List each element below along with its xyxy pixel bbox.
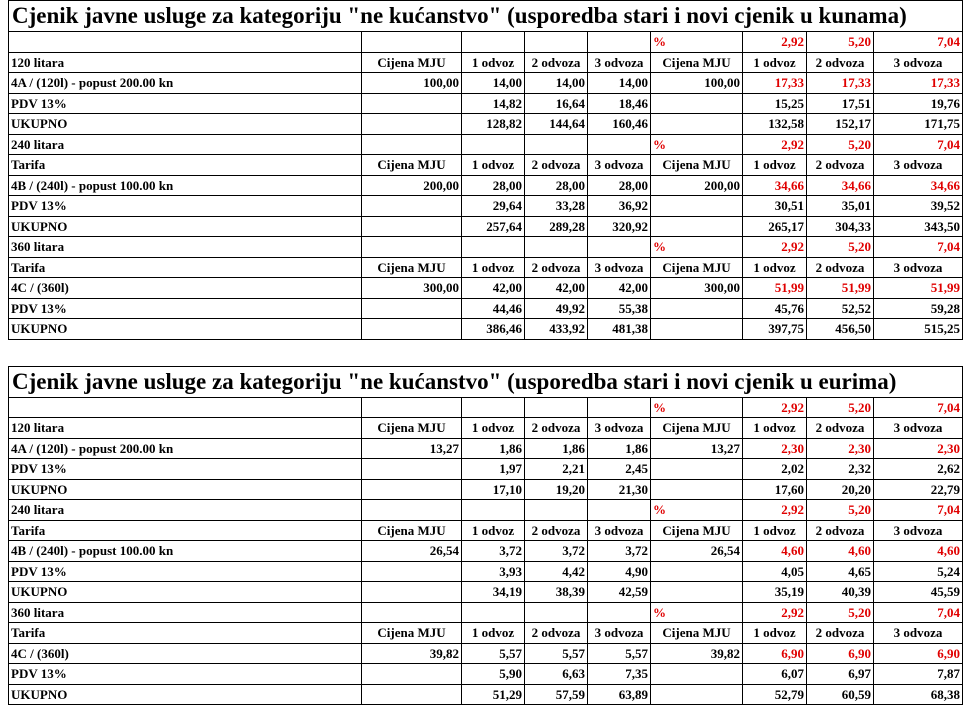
total-new: 132,58 <box>743 114 807 135</box>
pdv-old: 4,42 <box>525 561 588 582</box>
table-title: Cjenik javne usluge za kategoriju "ne kućanstvo" (usporedba stari i novi cjenik u kunama) <box>9 1 963 32</box>
col-header-price: Cijena MJU <box>651 418 743 439</box>
percent-label: % <box>651 237 743 258</box>
old-value: 14,00 <box>525 73 588 94</box>
percent-row <box>9 237 963 258</box>
pdv-old: 14,82 <box>462 93 525 114</box>
old-value: 5,57 <box>525 643 588 664</box>
old-value: 14,00 <box>588 73 651 94</box>
total-label: UKUPNO <box>9 216 362 237</box>
pdv-new: 59,28 <box>874 298 963 319</box>
col-header-1: 1 odvoz <box>743 155 807 176</box>
total-label: UKUPNO <box>9 479 362 500</box>
col-header-3: 3 odvoza <box>588 52 651 73</box>
old-value: 3,72 <box>588 541 651 562</box>
total-new: 265,17 <box>743 216 807 237</box>
tariff-row <box>9 175 963 196</box>
tariff-row <box>9 278 963 299</box>
percent-value: 5,20 <box>807 602 874 623</box>
pdv-old: 5,90 <box>462 664 525 685</box>
header-row <box>9 418 963 439</box>
pdv-label: PDV 13% <box>9 93 362 114</box>
percent-row <box>9 134 963 155</box>
total-new: 304,33 <box>807 216 874 237</box>
old-value: 1,86 <box>525 438 588 459</box>
col-header-price: Cijena MJU <box>362 155 462 176</box>
header-row <box>9 623 963 644</box>
old-value: 42,00 <box>525 278 588 299</box>
col-header-1: 1 odvoz <box>743 418 807 439</box>
new-value: 2,30 <box>743 438 807 459</box>
new-value: 4,60 <box>807 541 874 562</box>
new-value: 51,99 <box>807 278 874 299</box>
col-header-2: 2 odvoza <box>807 623 874 644</box>
percent-value: 7,04 <box>874 397 963 418</box>
tariff-row <box>9 73 963 94</box>
price-table-kuna <box>8 0 963 340</box>
new-value: 6,90 <box>874 643 963 664</box>
col-header-1: 1 odvoz <box>462 418 525 439</box>
total-old: 51,29 <box>462 684 525 705</box>
new-price: 300,00 <box>651 278 743 299</box>
header-row <box>9 257 963 278</box>
size-label: 120 litara <box>9 418 362 439</box>
table-title-row <box>9 1 963 32</box>
total-old: 17,10 <box>462 479 525 500</box>
col-header-2: 2 odvoza <box>525 623 588 644</box>
total-new: 68,38 <box>874 684 963 705</box>
new-price: 26,54 <box>651 541 743 562</box>
col-header-1: 1 odvoz <box>462 52 525 73</box>
col-header-1: 1 odvoz <box>743 520 807 541</box>
pdv-old: 16,64 <box>525 93 588 114</box>
pdv-new: 19,76 <box>874 93 963 114</box>
col-header-1: 1 odvoz <box>462 155 525 176</box>
old-price: 39,82 <box>362 643 462 664</box>
new-value: 2,30 <box>807 438 874 459</box>
col-header-price: Cijena MJU <box>362 418 462 439</box>
new-value: 51,99 <box>743 278 807 299</box>
new-value: 17,33 <box>743 73 807 94</box>
new-value: 4,60 <box>743 541 807 562</box>
pdv-old: 2,45 <box>588 459 651 480</box>
size-label: 360 litara <box>9 602 362 623</box>
pdv-old: 1,97 <box>462 459 525 480</box>
percent-row <box>9 32 963 53</box>
percent-row <box>9 500 963 521</box>
old-value: 42,00 <box>588 278 651 299</box>
total-label: UKUPNO <box>9 114 362 135</box>
total-row <box>9 684 963 705</box>
tariff-label: 4A / (120l) - popust 200.00 kn <box>9 438 362 459</box>
new-value: 17,33 <box>874 73 963 94</box>
total-old: 42,59 <box>588 582 651 603</box>
new-value: 34,66 <box>807 175 874 196</box>
old-value: 5,57 <box>462 643 525 664</box>
col-header-price: Cijena MJU <box>651 155 743 176</box>
pdv-new: 7,87 <box>874 664 963 685</box>
total-new: 35,19 <box>743 582 807 603</box>
col-header-3: 3 odvoza <box>874 623 963 644</box>
pdv-old: 4,90 <box>588 561 651 582</box>
col-header-3: 3 odvoza <box>874 155 963 176</box>
total-row <box>9 319 963 340</box>
total-old: 128,82 <box>462 114 525 135</box>
col-header-price: Cijena MJU <box>651 52 743 73</box>
table-title-row <box>9 366 963 397</box>
col-header-price: Cijena MJU <box>651 520 743 541</box>
total-label: UKUPNO <box>9 684 362 705</box>
old-value: 28,00 <box>525 175 588 196</box>
col-header-3: 3 odvoza <box>874 257 963 278</box>
percent-label: % <box>651 32 743 53</box>
percent-value: 7,04 <box>874 500 963 521</box>
new-value: 4,60 <box>874 541 963 562</box>
pdv-label: PDV 13% <box>9 459 362 480</box>
total-new: 40,39 <box>807 582 874 603</box>
total-old: 160,46 <box>588 114 651 135</box>
col-header-3: 3 odvoza <box>874 418 963 439</box>
pdv-row <box>9 561 963 582</box>
total-new: 20,20 <box>807 479 874 500</box>
pdv-new: 2,62 <box>874 459 963 480</box>
percent-value: 5,20 <box>807 134 874 155</box>
percent-label: % <box>651 134 743 155</box>
pdv-old: 6,63 <box>525 664 588 685</box>
tariff-row <box>9 643 963 664</box>
table-title: Cjenik javne usluge za kategoriju "ne kućanstvo" (usporedba stari i novi cjenik u eurima) <box>9 366 963 397</box>
pdv-label: PDV 13% <box>9 664 362 685</box>
col-header-1: 1 odvoz <box>743 257 807 278</box>
old-price: 13,27 <box>362 438 462 459</box>
pdv-new: 6,97 <box>807 664 874 685</box>
new-value: 34,66 <box>743 175 807 196</box>
col-header-2: 2 odvoza <box>807 155 874 176</box>
pdv-new: 5,24 <box>874 561 963 582</box>
total-old: 386,46 <box>462 319 525 340</box>
tariff-label: 4A / (120l) - popust 200.00 kn <box>9 73 362 94</box>
header-label: Tarifa <box>9 257 362 278</box>
pdv-old: 29,64 <box>462 196 525 217</box>
col-header-2: 2 odvoza <box>525 520 588 541</box>
pdv-new: 52,52 <box>807 298 874 319</box>
size-label: 240 litara <box>9 500 362 521</box>
percent-value: 7,04 <box>874 602 963 623</box>
col-header-2: 2 odvoza <box>807 52 874 73</box>
pdv-new: 30,51 <box>743 196 807 217</box>
old-value: 14,00 <box>462 73 525 94</box>
pdv-old: 33,28 <box>525 196 588 217</box>
header-label: Tarifa <box>9 155 362 176</box>
new-price: 200,00 <box>651 175 743 196</box>
percent-row <box>9 397 963 418</box>
percent-value: 5,20 <box>807 32 874 53</box>
col-header-3: 3 odvoza <box>588 623 651 644</box>
percent-value: 2,92 <box>743 602 807 623</box>
new-price: 13,27 <box>651 438 743 459</box>
new-value: 6,90 <box>807 643 874 664</box>
percent-value: 5,20 <box>807 397 874 418</box>
old-value: 28,00 <box>462 175 525 196</box>
total-new: 171,75 <box>874 114 963 135</box>
total-row <box>9 479 963 500</box>
percent-value: 2,92 <box>743 500 807 521</box>
percent-value: 7,04 <box>874 32 963 53</box>
new-value: 6,90 <box>743 643 807 664</box>
price-table-euro <box>8 366 963 706</box>
col-header-price: Cijena MJU <box>362 623 462 644</box>
pdv-old: 7,35 <box>588 664 651 685</box>
total-old: 19,20 <box>525 479 588 500</box>
total-old: 320,92 <box>588 216 651 237</box>
pdv-old: 3,93 <box>462 561 525 582</box>
tariff-row <box>9 541 963 562</box>
col-header-2: 2 odvoza <box>807 257 874 278</box>
total-old: 433,92 <box>525 319 588 340</box>
total-old: 34,19 <box>462 582 525 603</box>
percent-label: % <box>651 397 743 418</box>
pdv-old: 2,21 <box>525 459 588 480</box>
pdv-label: PDV 13% <box>9 561 362 582</box>
old-price: 300,00 <box>362 278 462 299</box>
new-value: 2,30 <box>874 438 963 459</box>
col-header-1: 1 odvoz <box>462 623 525 644</box>
percent-value: 7,04 <box>874 237 963 258</box>
total-row <box>9 582 963 603</box>
old-value: 28,00 <box>588 175 651 196</box>
pdv-new: 6,07 <box>743 664 807 685</box>
pdv-new: 35,01 <box>807 196 874 217</box>
header-row <box>9 52 963 73</box>
pdv-old: 44,46 <box>462 298 525 319</box>
old-price: 100,00 <box>362 73 462 94</box>
col-header-2: 2 odvoza <box>525 257 588 278</box>
header-row <box>9 155 963 176</box>
percent-row <box>9 602 963 623</box>
pdv-old: 18,46 <box>588 93 651 114</box>
col-header-price: Cijena MJU <box>362 52 462 73</box>
pdv-row <box>9 664 963 685</box>
old-price: 26,54 <box>362 541 462 562</box>
col-header-price: Cijena MJU <box>362 257 462 278</box>
tariff-label: 4C / (360l) <box>9 643 362 664</box>
tariff-label: 4B / (240l) - popust 100.00 kn <box>9 175 362 196</box>
total-new: 60,59 <box>807 684 874 705</box>
percent-value: 2,92 <box>743 397 807 418</box>
col-header-price: Cijena MJU <box>651 257 743 278</box>
col-header-3: 3 odvoza <box>588 418 651 439</box>
pdv-new: 15,25 <box>743 93 807 114</box>
percent-label: % <box>651 602 743 623</box>
col-header-1: 1 odvoz <box>462 257 525 278</box>
new-value: 34,66 <box>874 175 963 196</box>
tariff-row <box>9 438 963 459</box>
pdv-label: PDV 13% <box>9 196 362 217</box>
col-header-1: 1 odvoz <box>743 52 807 73</box>
percent-value: 2,92 <box>743 32 807 53</box>
pdv-label: PDV 13% <box>9 298 362 319</box>
col-header-2: 2 odvoza <box>807 520 874 541</box>
col-header-2: 2 odvoza <box>525 155 588 176</box>
col-header-price: Cijena MJU <box>362 520 462 541</box>
col-header-1: 1 odvoz <box>743 623 807 644</box>
old-value: 1,86 <box>462 438 525 459</box>
new-price: 100,00 <box>651 73 743 94</box>
pdv-new: 4,65 <box>807 561 874 582</box>
total-row <box>9 114 963 135</box>
total-new: 52,79 <box>743 684 807 705</box>
old-value: 3,72 <box>462 541 525 562</box>
percent-value: 5,20 <box>807 237 874 258</box>
col-header-1: 1 odvoz <box>462 520 525 541</box>
col-header-2: 2 odvoza <box>807 418 874 439</box>
col-header-3: 3 odvoza <box>874 52 963 73</box>
pdv-old: 55,38 <box>588 298 651 319</box>
percent-value: 2,92 <box>743 134 807 155</box>
pdv-row <box>9 196 963 217</box>
total-new: 343,50 <box>874 216 963 237</box>
percent-value: 7,04 <box>874 134 963 155</box>
col-header-price: Cijena MJU <box>651 623 743 644</box>
col-header-2: 2 odvoza <box>525 52 588 73</box>
pdv-new: 2,02 <box>743 459 807 480</box>
size-label: 120 litara <box>9 52 362 73</box>
pdv-row <box>9 93 963 114</box>
percent-label: % <box>651 500 743 521</box>
total-old: 289,28 <box>525 216 588 237</box>
total-row <box>9 216 963 237</box>
pdv-new: 17,51 <box>807 93 874 114</box>
col-header-2: 2 odvoza <box>525 418 588 439</box>
col-header-3: 3 odvoza <box>874 520 963 541</box>
total-new: 456,50 <box>807 319 874 340</box>
pdv-old: 36,92 <box>588 196 651 217</box>
old-value: 3,72 <box>525 541 588 562</box>
new-value: 17,33 <box>807 73 874 94</box>
total-new: 152,17 <box>807 114 874 135</box>
new-value: 51,99 <box>874 278 963 299</box>
header-label: Tarifa <box>9 520 362 541</box>
total-old: 63,89 <box>588 684 651 705</box>
percent-value: 5,20 <box>807 500 874 521</box>
total-old: 21,30 <box>588 479 651 500</box>
total-old: 144,64 <box>525 114 588 135</box>
total-new: 22,79 <box>874 479 963 500</box>
pdv-old: 49,92 <box>525 298 588 319</box>
header-row <box>9 520 963 541</box>
total-new: 17,60 <box>743 479 807 500</box>
header-label: Tarifa <box>9 623 362 644</box>
pdv-new: 39,52 <box>874 196 963 217</box>
total-label: UKUPNO <box>9 319 362 340</box>
pdv-row <box>9 459 963 480</box>
total-label: UKUPNO <box>9 582 362 603</box>
old-value: 5,57 <box>588 643 651 664</box>
total-new: 45,59 <box>874 582 963 603</box>
new-price: 39,82 <box>651 643 743 664</box>
old-value: 42,00 <box>462 278 525 299</box>
total-old: 57,59 <box>525 684 588 705</box>
pdv-new: 4,05 <box>743 561 807 582</box>
col-header-3: 3 odvoza <box>588 520 651 541</box>
old-value: 1,86 <box>588 438 651 459</box>
spacer <box>0 340 964 366</box>
col-header-3: 3 odvoza <box>588 257 651 278</box>
size-label: 240 litara <box>9 134 362 155</box>
pdv-new: 2,32 <box>807 459 874 480</box>
pdv-new: 45,76 <box>743 298 807 319</box>
total-new: 397,75 <box>743 319 807 340</box>
col-header-3: 3 odvoza <box>588 155 651 176</box>
total-old: 257,64 <box>462 216 525 237</box>
tariff-label: 4C / (360l) <box>9 278 362 299</box>
size-label: 360 litara <box>9 237 362 258</box>
total-old: 481,38 <box>588 319 651 340</box>
percent-value: 2,92 <box>743 237 807 258</box>
pdv-row <box>9 298 963 319</box>
tariff-label: 4B / (240l) - popust 100.00 kn <box>9 541 362 562</box>
total-old: 38,39 <box>525 582 588 603</box>
total-new: 515,25 <box>874 319 963 340</box>
old-price: 200,00 <box>362 175 462 196</box>
